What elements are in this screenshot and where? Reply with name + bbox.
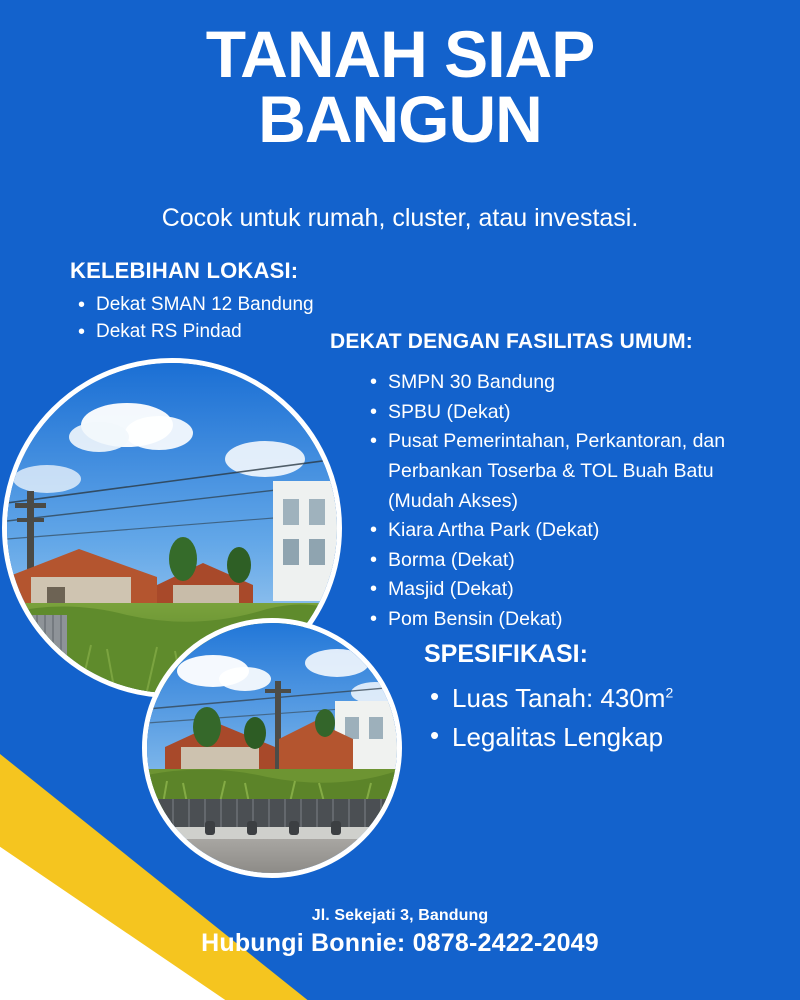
headline-line-1: TANAH SIAP <box>205 17 595 91</box>
spesifikasi-list <box>400 679 790 757</box>
list-item: • Borma (Dekat) <box>388 546 780 576</box>
list-item: • Dekat SMAN 12 Bandung <box>96 292 400 319</box>
list-item <box>452 679 790 718</box>
list-item: • Dekat RS Pindad <box>96 319 400 346</box>
list-item: • Masjid (Dekat) <box>388 575 780 605</box>
list-item: • Pusat Pemerintahan, Perkantoran, dan Perbankan Toserba & TOL Buah Batu (Mudah Akses) <box>388 427 780 516</box>
subheadline: Cocok untuk rumah, cluster, atau investasi. <box>161 204 639 232</box>
spesifikasi-title: SPESIFIKASI: <box>424 640 588 668</box>
land-photo-small <box>142 618 402 878</box>
contact-phone[interactable]: Hubungi Bonnie: 0878-2422-2049 <box>201 929 599 957</box>
list-item: • SPBU (Dekat) <box>388 398 780 428</box>
fasilitas-list <box>330 368 780 635</box>
kelebihan-title: KELEBIHAN LOKASI: <box>70 258 299 283</box>
headline-line-2: BANGUN <box>258 81 542 156</box>
luas-tanah-value: Luas Tanah: 430m <box>452 683 666 713</box>
list-item: • Legalitas Lengkap <box>452 718 790 757</box>
page-title <box>0 17 800 156</box>
list-item: • Pom Bensin (Dekat) <box>388 605 780 635</box>
list-item: • Kiara Artha Park (Dekat) <box>388 516 780 546</box>
fasilitas-title: DEKAT DENGAN FASILITAS UMUM: <box>330 330 693 353</box>
land-photo-small-image <box>147 623 397 873</box>
address-text: Jl. Sekejati 3, Bandung <box>311 907 489 924</box>
spesifikasi-section <box>400 640 790 757</box>
fasilitas-section <box>330 330 780 635</box>
square-meter-superscript: 2 <box>665 684 674 701</box>
footer-contact <box>0 907 800 958</box>
list-item: • SMPN 30 Bandung <box>388 368 780 398</box>
